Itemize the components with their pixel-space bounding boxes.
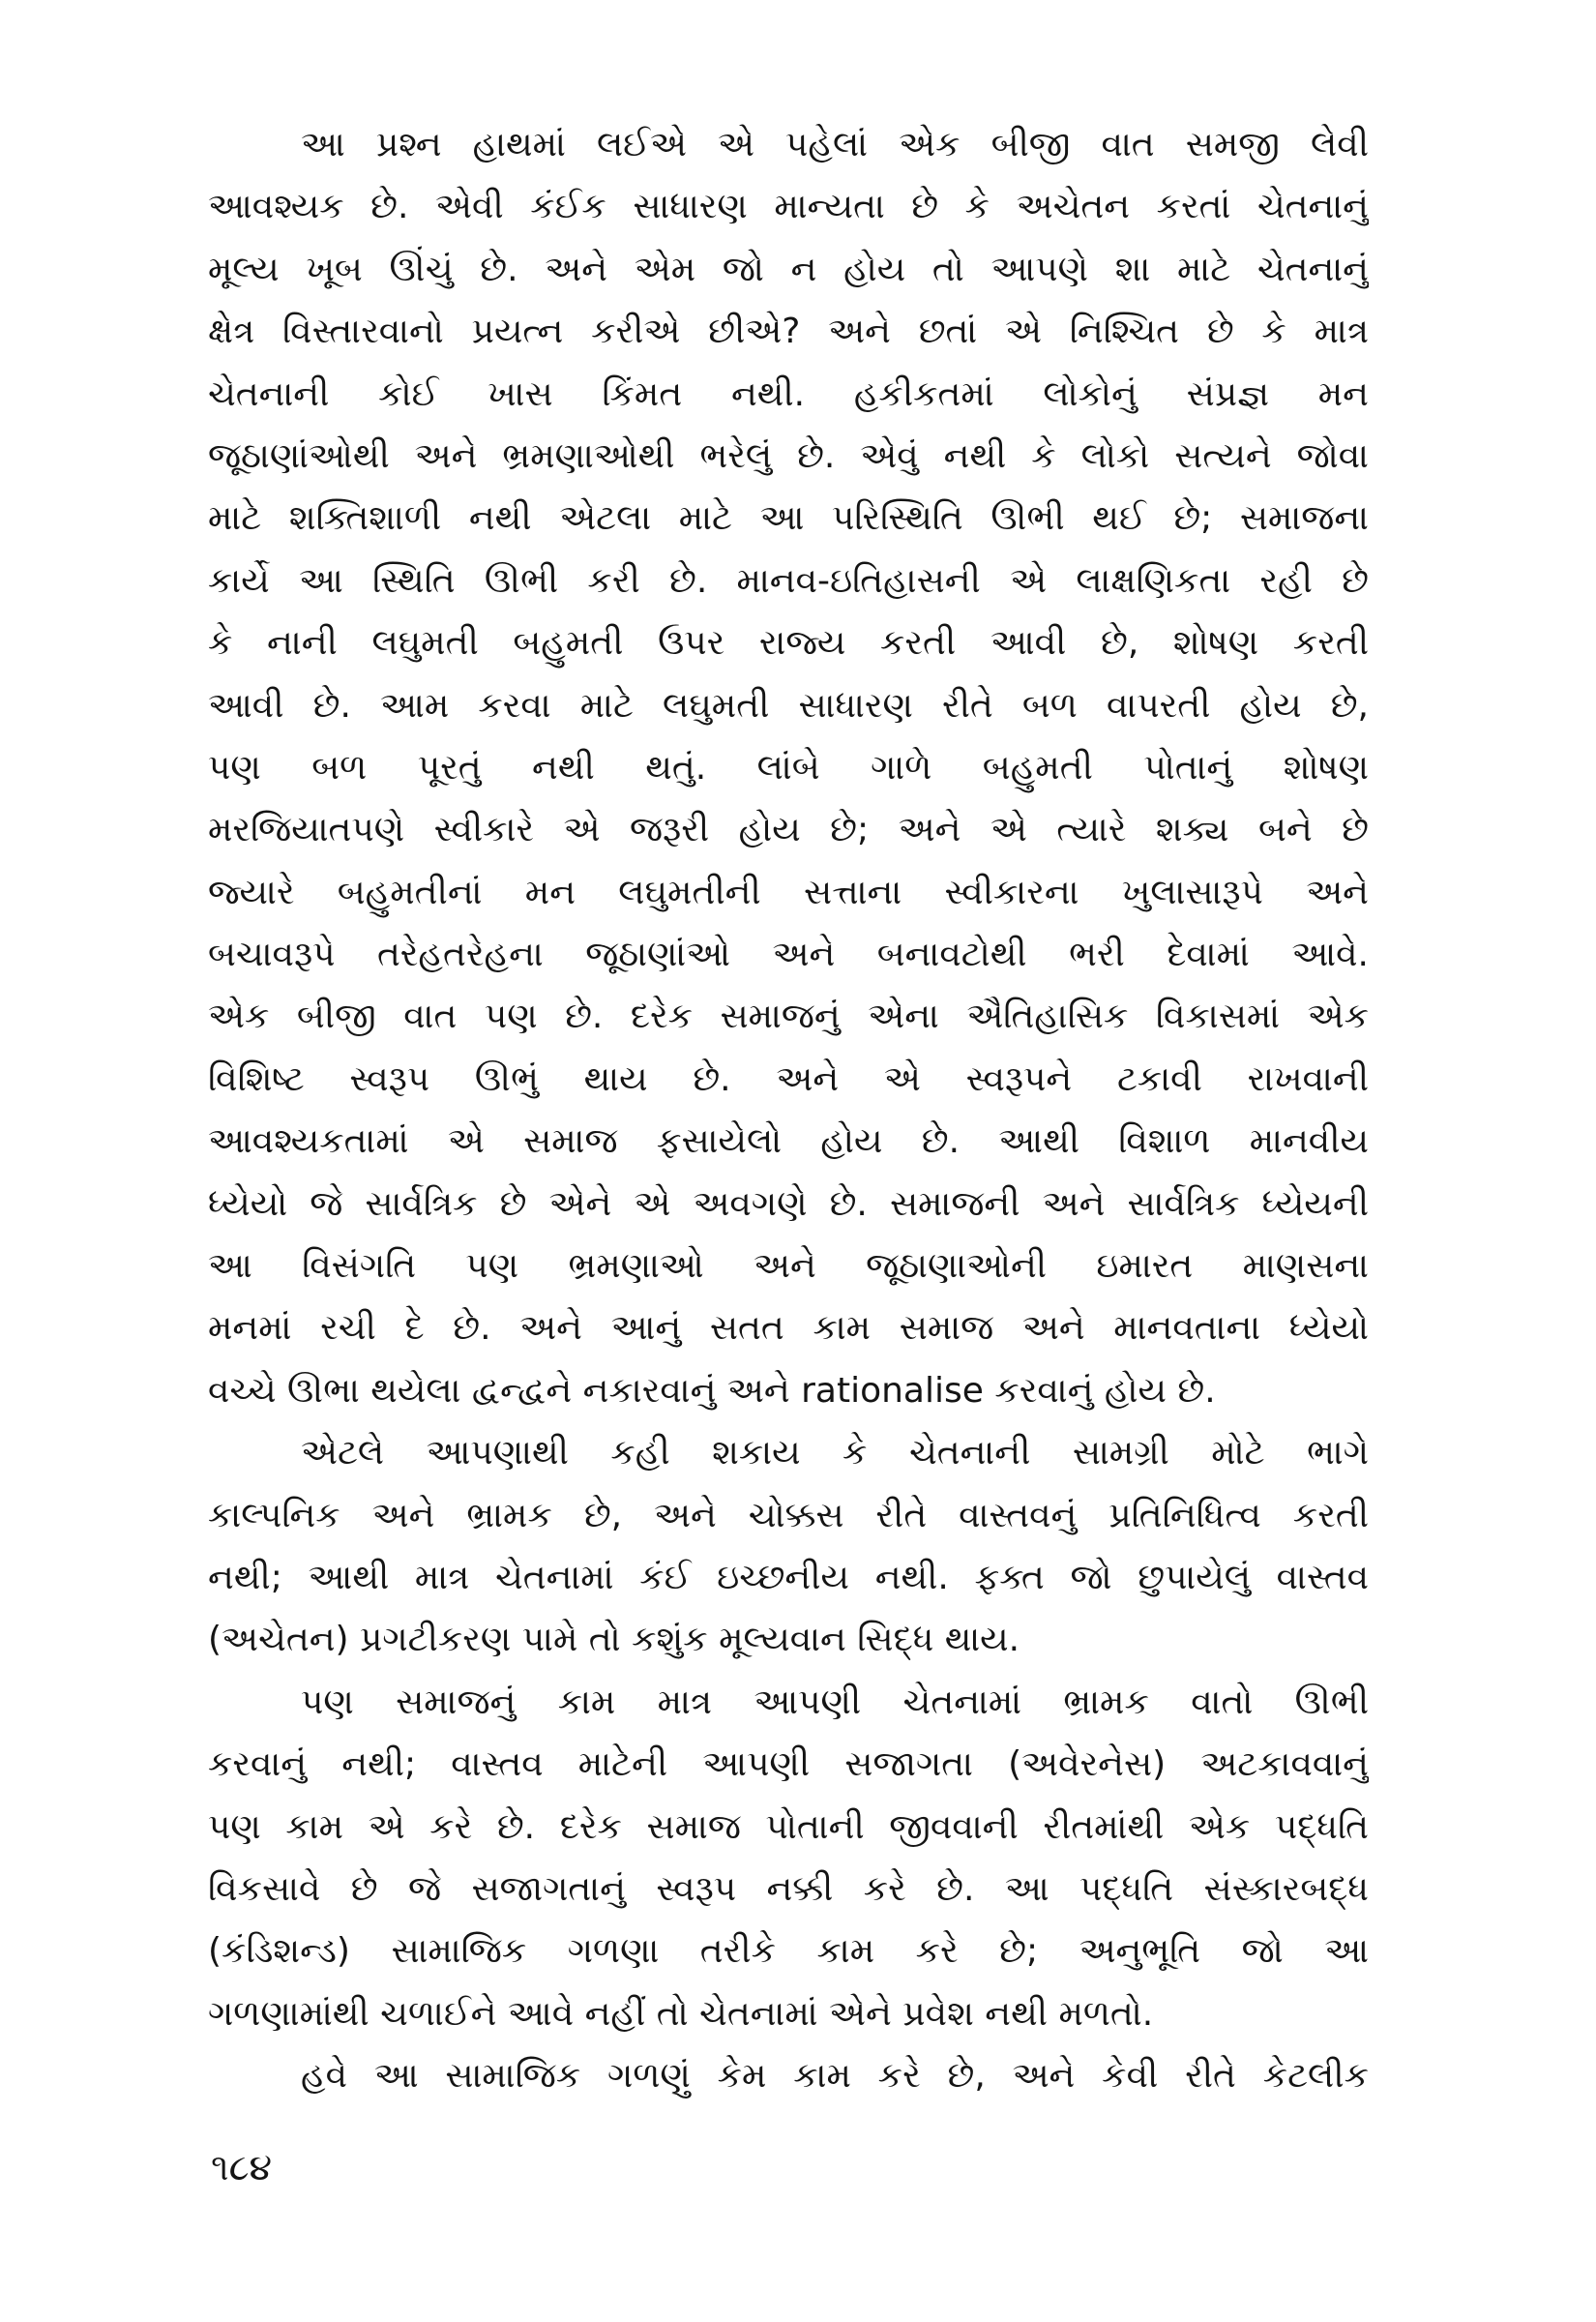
text-line: પણ કામ એ કરે છે. દરેક સમાજ પોતાની જીવવાની રીતમાંથી એક પદ્ધતિ [208, 1806, 1369, 1847]
text-line: આવશ્યક છે. એવી કંઈક સાધારણ માન્યતા છે કે અચેતન કરતાં ચેતનાનું [208, 187, 1369, 227]
text-line: ધ્યેયો જે સાર્વત્રિક છે એને એ અવગણે છે. સમાજની અને સાર્વત્રિક ધ્યેયની [208, 1183, 1369, 1224]
text-line: મનમાં રચી દે છે. અને આનું સતત કામ સમાજ અને માનવતાના ધ્યેયો [208, 1308, 1369, 1349]
text-line: એક બીજી વાત પણ છે. દરેક સમાજનું એના ઐતિહાસિક વિકાસમાં એક [208, 997, 1369, 1037]
text-line: પણ બળ પૂરતું નથી થતું. લાંબે ગાળે બહુમતી પોતાનું શોષણ [208, 747, 1369, 788]
text-line: મૂલ્ય ખૂબ ઊંચું છે. અને એમ જો ન હોય તો આપણે શા માટે ચેતનાનું [208, 249, 1369, 289]
text-line: (કંડિશન્ડ) સામાજિક ગળણા તરીકે કામ કરે છે; અનુભૂતિ જો આ [208, 1931, 1369, 1972]
page-number: ૧૮૪ [211, 2146, 273, 2188]
text-line: આવશ્યકતામાં એ સમાજ ફસાયેલો હોય છે. આથી વિશાળ માનવીય [208, 1121, 1369, 1162]
text-line: આ વિસંગતિ પણ ભ્રમણાઓ અને જૂઠાણાઓની ઇમારત માણસના [208, 1246, 1369, 1287]
text-line: એટલે આપણાથી કહી શકાય કે ચેતનાની સામગ્રી મોટે ભાગે [301, 1433, 1369, 1474]
text-line: વિશિષ્ટ સ્વરૂપ ઊભું થાય છે. અને એ સ્વરૂપને ટકાવી રાખવાની [208, 1058, 1369, 1099]
text-line: જૂઠાણાંઓથી અને ભ્રમણાઓથી ભરેલું છે. એવું નથી કે લોકો સત્યને જોવા [208, 435, 1369, 476]
paragraph-1 [208, 114, 1369, 1422]
text-line: આવી છે. આમ કરવા માટે લઘુમતી સાધારણ રીતે બળ વાપરતી હોય છે, [208, 685, 1369, 726]
text-line: હવે આ સામાજિક ગળણું કેમ કામ કરે છે, અને કેવી રીતે કેટલીક [301, 2056, 1369, 2097]
text-line: પણ સમાજનું કામ માત્ર આપણી ચેતનામાં ભ્રામક વાતો ઊભી [301, 1682, 1369, 1722]
text-line: (અચેતન) પ્રગટીકરણ પામે તો કશુંક મૂલ્યવાન સિદ્ધ થાય. [208, 1620, 1020, 1660]
page-body-text [208, 114, 1369, 2108]
text-line: કાર્યે આ સ્થિતિ ઊભી કરી છે. માનવ-ઇતિહાસની એ લાક્ષણિકતા રહી છે [208, 560, 1369, 601]
text-line: કરવાનું નથી; વાસ્તવ માટેની આપણી સજાગતા (અવેરનેસ) અટકાવવાનું [208, 1744, 1369, 1785]
text-line: ગળણામાંથી ચળાઈને આવે નહીં તો ચેતનામાં એને પ્રવેશ નથી મળતો. [208, 1993, 1154, 2034]
text-line: મરજિયાતપણે સ્વીકારે એ જરૂરી હોય છે; અને એ ત્યારે શક્ય બને છે [208, 810, 1369, 850]
text-line: માટે શક્તિશાળી નથી એટલા માટે આ પરિસ્થિતિ ઊભી થઈ છે; સમાજના [208, 498, 1369, 539]
paragraph-3 [208, 1672, 1369, 2045]
text-line: વિકસાવે છે જે સજાગતાનું સ્વરૂપ નક્કી કરે છે. આ પદ્ધતિ સંસ્કારબદ્ધ [208, 1868, 1369, 1909]
text-line: ક્ષેત્ર વિસ્તારવાનો પ્રયત્ન કરીએ છીએ? અને છતાં એ નિશ્ચિત છે કે માત્ર [208, 312, 1369, 352]
text-line: નથી; આથી માત્ર ચેતનામાં કંઈ ઇચ્છનીય નથી. ફક્ત જો છુપાયેલું વાસ્તવ [208, 1557, 1369, 1597]
text-line: કાલ્પનિક અને ભ્રામક છે, અને ચોક્કસ રીતે વાસ્તવનું પ્રતિનિધિત્વ કરતી [208, 1495, 1369, 1535]
text-line: ચેતનાની કોઈ ખાસ કિંમત નથી. હકીકતમાં લોકોનું સંપ્રજ્ઞ મન [208, 373, 1369, 414]
text-line: વચ્ચે ઊભા થયેલા દ્વન્દ્વને નકારવાનું અને rationalise કરવાનું હોય છે. [208, 1370, 1216, 1411]
text-line: બચાવરૂપે તરેહતરેહના જૂઠાણાંઓ અને બનાવટોથી ભરી દેવામાં આવે. [208, 935, 1369, 975]
text-line: જ્યારે બહુમતીનાં મન લઘુમતીની સત્તાના સ્વીકારના ખુલાસારૂપે અને [208, 872, 1369, 912]
text-line: આ પ્રશ્ન હાથમાં લઈએ એ પહેલાં એક બીજી વાત સમજી લેવી [301, 125, 1369, 164]
paragraph-4 [208, 2045, 1369, 2107]
paragraph-2 [208, 1422, 1369, 1672]
text-line: કે નાની લઘુમતી બહુમતી ઉપર રાજ્ય કરતી આવી છે, શોષણ કરતી [208, 623, 1369, 664]
